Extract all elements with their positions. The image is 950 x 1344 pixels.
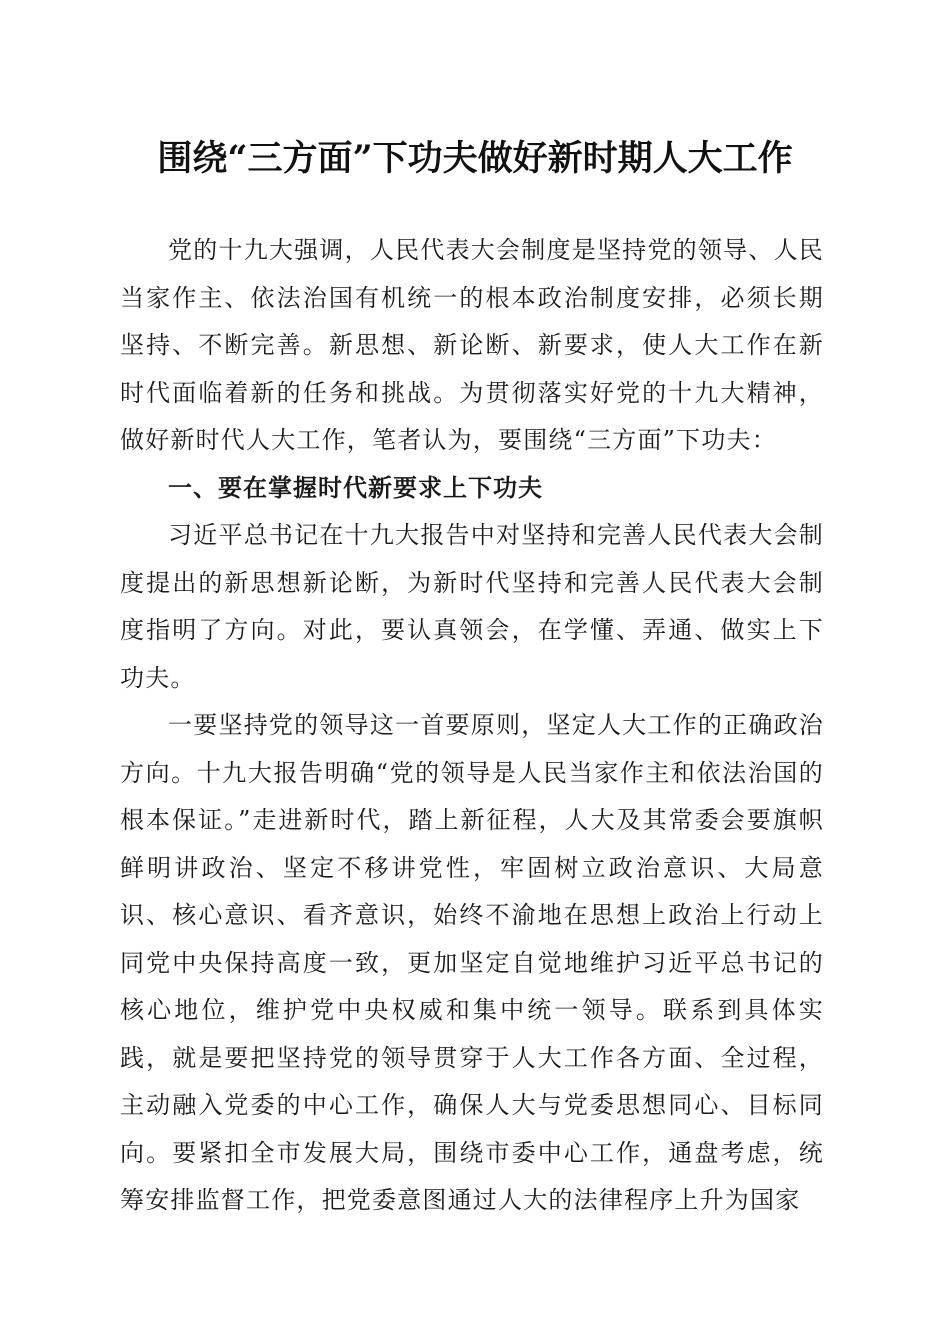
intro-paragraph: 党的十九大强调，人民代表大会制度是坚持党的领导、人民当家作主、依法治国有机统一的根本政治制度安排，必须长期坚持、不断完善。新思想、新论断、新要求，使人大工作在新时代面临着新的任务和挑战。为贯彻落实好党的十九大精神，做好新时代人大工作，笔者认为，要围绕“三方面”下功夫： (120, 236, 824, 454)
document-body (120, 227, 824, 1225)
section-paragraph: 一要坚持党的领导这一首要原则，坚定人大工作的正确政治方向。十九大报告明确“党的领导是人民当家作主和依法治国的根本保证。”走进新时代，踏上新征程，人大及其常委会要旗帜鲜明讲政治、坚定不移讲党性，牢固树立政治意识、大局意识、核心意识、看齐意识，始终不渝地在思想上政治上行动上同党中央保持高度一致，更加坚定自觉地维护习近平总书记的核心地位，维护党中央权威和集中统一领导。联系到具体实践，就是要把坚持党的领导贯穿于人大工作各方面、全过程，主动融入党委的中心工作，确保人大与党委思想同心、目标同向。要紧扣全市发展大局，围绕市委中心工作，通盘考虑，统筹安排监督工作，把党委意图通过人大的法律程序上升为国家 (120, 711, 824, 1214)
document-title: 围绕“三方面”下功夫做好新时期人大工作 (157, 138, 793, 179)
section-paragraph: 习近平总书记在十九大报告中对坚持和完善人民代表大会制度提出的新思想新论断，为新时代坚持和完善人民代表大会制度指明了方向。对此，要认真领会，在学懂、弄通、做实上下功夫。 (120, 521, 824, 692)
section-heading: 一、要在掌握时代新要求上下功夫 (168, 473, 543, 502)
